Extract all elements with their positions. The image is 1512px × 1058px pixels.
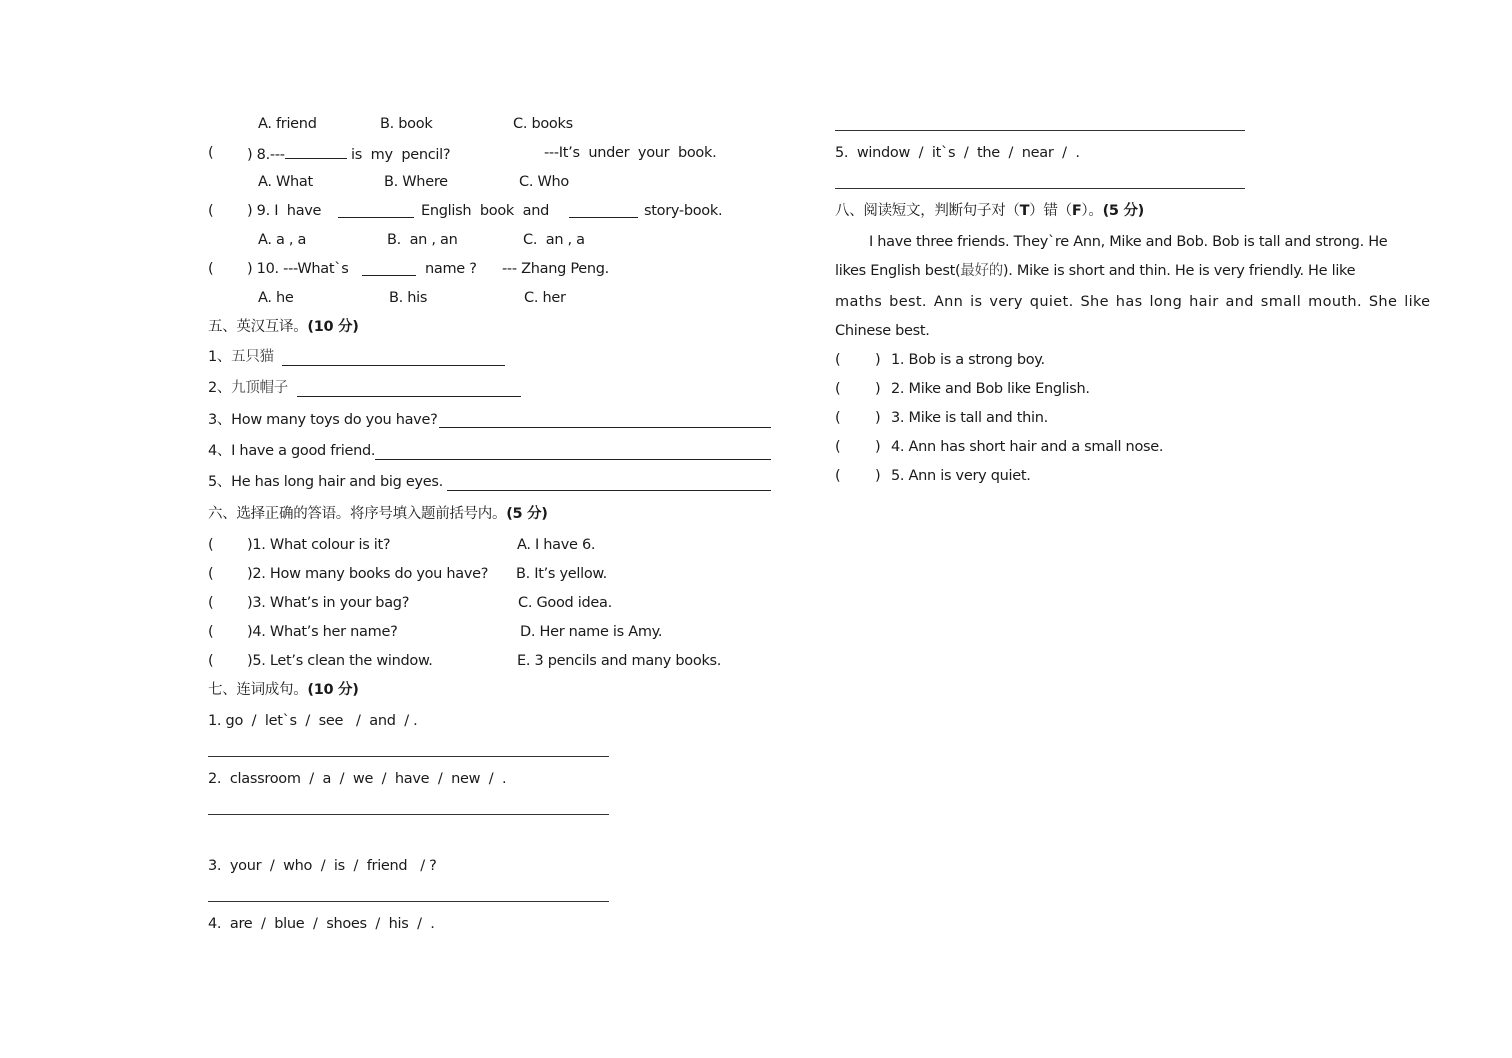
s8-s2-paren[interactable]: ( [835, 381, 841, 397]
s7-answer-line-4[interactable] [835, 130, 1245, 131]
s6-q5-paren[interactable]: ( [208, 653, 214, 669]
passage-line-2: likes English best(最好的). Mike is short and thin. He is very friendly. He like [835, 263, 1356, 279]
s7-item-4: 4. are / blue / shoes / his / . [208, 916, 435, 932]
q9-question-start: ) 9. I have [247, 203, 322, 219]
s7-item-5: 5. window / it`s / the / near / . [835, 145, 1080, 161]
q10-question-mid: name ? [425, 261, 477, 277]
s6-answer-d: D. Her name is Amy. [520, 624, 663, 640]
q9-option-c: C. an , a [523, 232, 585, 248]
s6-q1-text: )1. What colour is it? [247, 537, 391, 553]
q7-option-a: A. friend [258, 116, 317, 132]
s5-answer-line-2[interactable] [297, 396, 521, 397]
passage-line-4: Chinese best. [835, 323, 930, 339]
s7-item-1: 1. go / let`s / see / and / . [208, 713, 418, 729]
q9-answer-paren[interactable]: ( [208, 203, 214, 219]
s8-s4-paren[interactable]: ( [835, 439, 841, 455]
s5-answer-line-4[interactable] [375, 459, 771, 460]
s7-answer-line-5[interactable] [835, 188, 1245, 189]
s8-s3-close: ) [875, 410, 881, 426]
s6-answer-a: A. I have 6. [517, 537, 596, 553]
q9-question-end: story-book. [644, 203, 723, 219]
section6-heading: 六、选择正确的答语。将序号填入题前括号内。(5 分) [208, 506, 548, 522]
s5-answer-line-3[interactable] [439, 427, 771, 428]
s8-s3-paren[interactable]: ( [835, 410, 841, 426]
q9-question-mid: English book and [421, 203, 550, 219]
s8-statement-1: 1. Bob is a strong boy. [891, 352, 1045, 368]
s8-s1-close: ) [875, 352, 881, 368]
s7-item-2: 2. classroom / a / we / have / new / . [208, 771, 507, 787]
s6-q3-text: )3. What’s in your bag? [247, 595, 410, 611]
q9-blank-1[interactable] [338, 217, 414, 218]
s6-q4-text: )4. What’s her name? [247, 624, 398, 640]
q9-option-a: A. a , a [258, 232, 307, 248]
s8-s5-paren[interactable]: ( [835, 468, 841, 484]
q8-question: ) 8.--- is my pencil? [247, 144, 450, 164]
q10-option-a: A. he [258, 290, 294, 306]
q8-answer-paren[interactable]: ( [208, 145, 214, 161]
q7-option-c: C. books [513, 116, 573, 132]
s8-statement-4: 4. Ann has short hair and a small nose. [891, 439, 1164, 455]
s6-answer-e: E. 3 pencils and many books. [517, 653, 722, 669]
q10-option-b: B. his [389, 290, 428, 306]
s6-answer-c: C. Good idea. [518, 595, 612, 611]
s6-q2-text: )2. How many books do you have? [247, 566, 489, 582]
s7-item-3: 3. your / who / is / friend / ? [208, 858, 437, 874]
s8-statement-5: 5. Ann is very quiet. [891, 468, 1031, 484]
s7-answer-line-1[interactable] [208, 756, 609, 757]
q10-blank[interactable] [362, 275, 416, 276]
s5-item-3: 3、How many toys do you have? [208, 412, 438, 428]
q9-blank-2[interactable] [569, 217, 638, 218]
q10-answer-paren[interactable]: ( [208, 261, 214, 277]
s8-s4-close: ) [875, 439, 881, 455]
q8-option-c: C. Who [519, 174, 569, 190]
s6-q5-text: )5. Let’s clean the window. [247, 653, 433, 669]
s5-answer-line-1[interactable] [282, 365, 505, 366]
s5-answer-line-5[interactable] [447, 490, 771, 491]
s5-item-2: 2、九顶帽子 [208, 380, 288, 396]
passage-line-1: I have three friends. They`re Ann, Mike and Bob. Bob is tall and strong. He [869, 234, 1388, 250]
s8-s2-close: ) [875, 381, 881, 397]
q7-option-b: B. book [380, 116, 433, 132]
s8-s1-paren[interactable]: ( [835, 352, 841, 368]
s7-answer-line-3[interactable] [208, 901, 609, 902]
s6-q4-paren[interactable]: ( [208, 624, 214, 640]
q8-blank[interactable] [285, 144, 347, 159]
s8-statement-2: 2. Mike and Bob like English. [891, 381, 1090, 397]
s5-item-4: 4、I have a good friend. [208, 443, 376, 459]
s5-item-5: 5、He has long hair and big eyes. [208, 474, 443, 490]
s7-answer-line-2[interactable] [208, 814, 609, 815]
s8-statement-3: 3. Mike is tall and thin. [891, 410, 1048, 426]
s6-answer-b: B. It’s yellow. [516, 566, 607, 582]
section7-heading: 七、连词成句。(10 分) [208, 682, 359, 698]
q10-response: --- Zhang Peng. [502, 261, 609, 277]
section8-heading: 八、阅读短文，判断句子对（T）错（F）。(5 分) [835, 203, 1144, 219]
q8-option-a: A. What [258, 174, 313, 190]
q10-option-c: C. her [524, 290, 566, 306]
passage-line-3: maths best. Ann is very quiet. She has long hair and small mouth. She like [835, 294, 1431, 310]
s5-item-1: 1、五只猫 [208, 349, 274, 365]
q8-response: ---It’s under your book. [544, 145, 717, 161]
s6-q3-paren[interactable]: ( [208, 595, 214, 611]
s6-q2-paren[interactable]: ( [208, 566, 214, 582]
s8-s5-close: ) [875, 468, 881, 484]
s6-q1-paren[interactable]: ( [208, 537, 214, 553]
q8-option-b: B. Where [384, 174, 448, 190]
q9-option-b: B. an , an [387, 232, 458, 248]
section5-heading: 五、英汉互译。(10 分) [208, 319, 359, 335]
q10-question-start: ) 10. ---What`s [247, 261, 349, 277]
